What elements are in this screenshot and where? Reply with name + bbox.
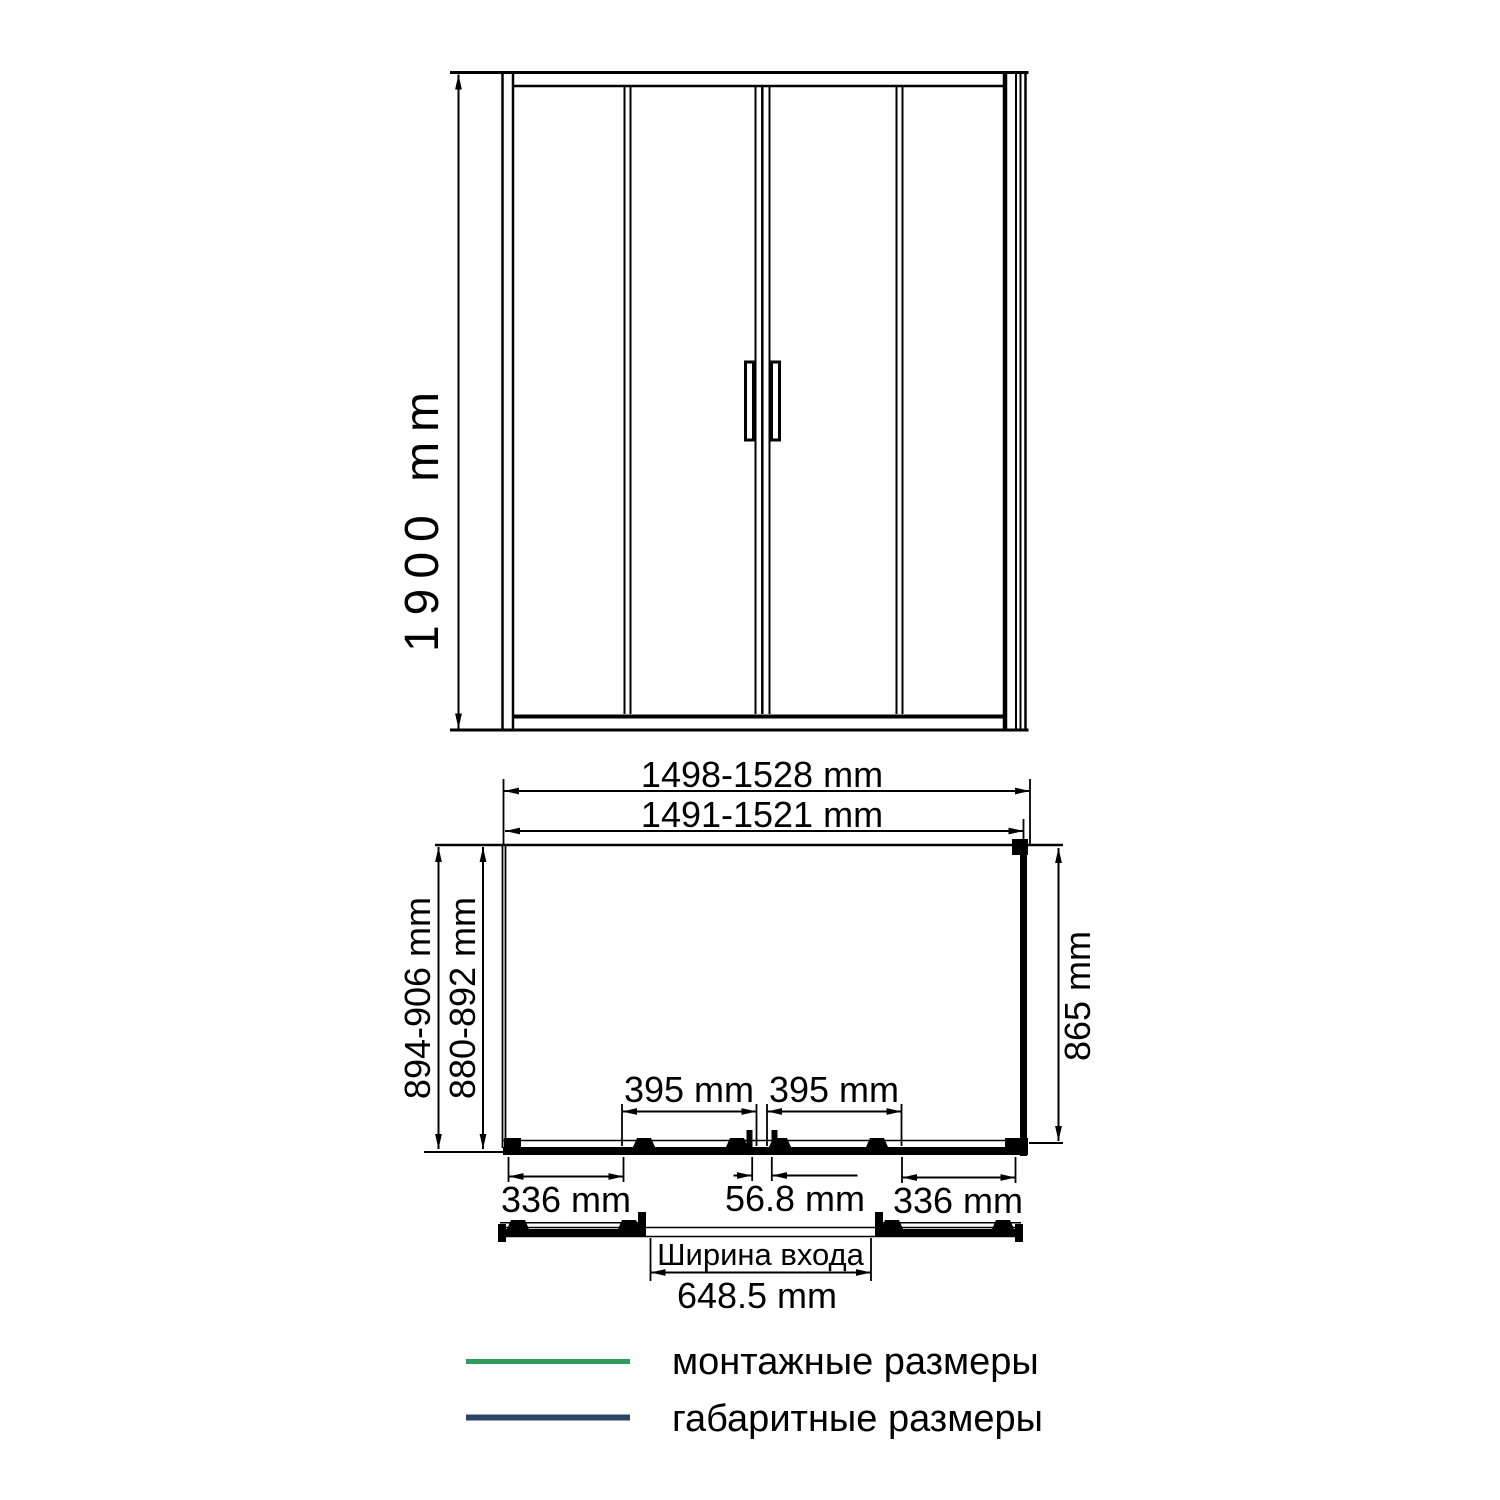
fixed-left-label: 336 mm: [500, 1179, 632, 1220]
plan-left-edge: [503, 845, 506, 1148]
center-stop-right: [772, 1130, 778, 1147]
overall-depth-label: 894-906 mm: [397, 896, 438, 1100]
overall-width-label: 1498-1528 mm: [640, 754, 884, 795]
track-closed: [503, 1130, 1028, 1155]
legend: [466, 1341, 1043, 1440]
front-left-wall-profile: [503, 73, 514, 731]
mounting-depth-label: 880-892 mm: [442, 896, 483, 1100]
fixed-right-label: 336 mm: [892, 1180, 1024, 1221]
left-door-handle: [746, 362, 754, 440]
open-right-end-cap: [1015, 1224, 1023, 1242]
legend-overall-label: габаритные размеры: [672, 1398, 1043, 1440]
mounting-width-label: 1491-1521 mm: [640, 794, 884, 835]
track-open-left-band: [500, 1229, 646, 1237]
roller-set-closed: [633, 1138, 888, 1147]
glass-depth-label: 865 mm: [1057, 930, 1098, 1062]
door-width-dimensions: [622, 1104, 902, 1146]
door-width-right-label: 395 mm: [768, 1069, 900, 1110]
front-height-label: 1900 mm: [396, 381, 449, 653]
track-closed-band: [503, 1147, 1028, 1155]
track-right-wall-block: [1005, 1138, 1028, 1155]
center-stop-left: [747, 1130, 753, 1147]
open-left-stop-pin: [638, 1212, 646, 1229]
plan-right-wall-block: [1012, 839, 1028, 855]
open-right-stop-pin: [875, 1212, 883, 1229]
open-left-end-cap: [498, 1224, 506, 1242]
entry-width-label: 648.5 mm: [676, 1275, 838, 1316]
center-overlap-label: 56.8 mm: [724, 1178, 866, 1219]
front-panel-dividers: [625, 87, 903, 714]
right-door-handle: [772, 362, 780, 440]
track-left-wall-block: [504, 1138, 521, 1155]
door-width-left-label: 395 mm: [623, 1069, 755, 1110]
front-view: [450, 73, 1029, 731]
entry-width-caption: Ширина входа: [657, 1237, 864, 1272]
legend-mounting-label: монтажные размеры: [672, 1341, 1039, 1383]
track-open-right-band: [875, 1229, 1021, 1237]
front-right-wall-profile: [1005, 73, 1026, 731]
